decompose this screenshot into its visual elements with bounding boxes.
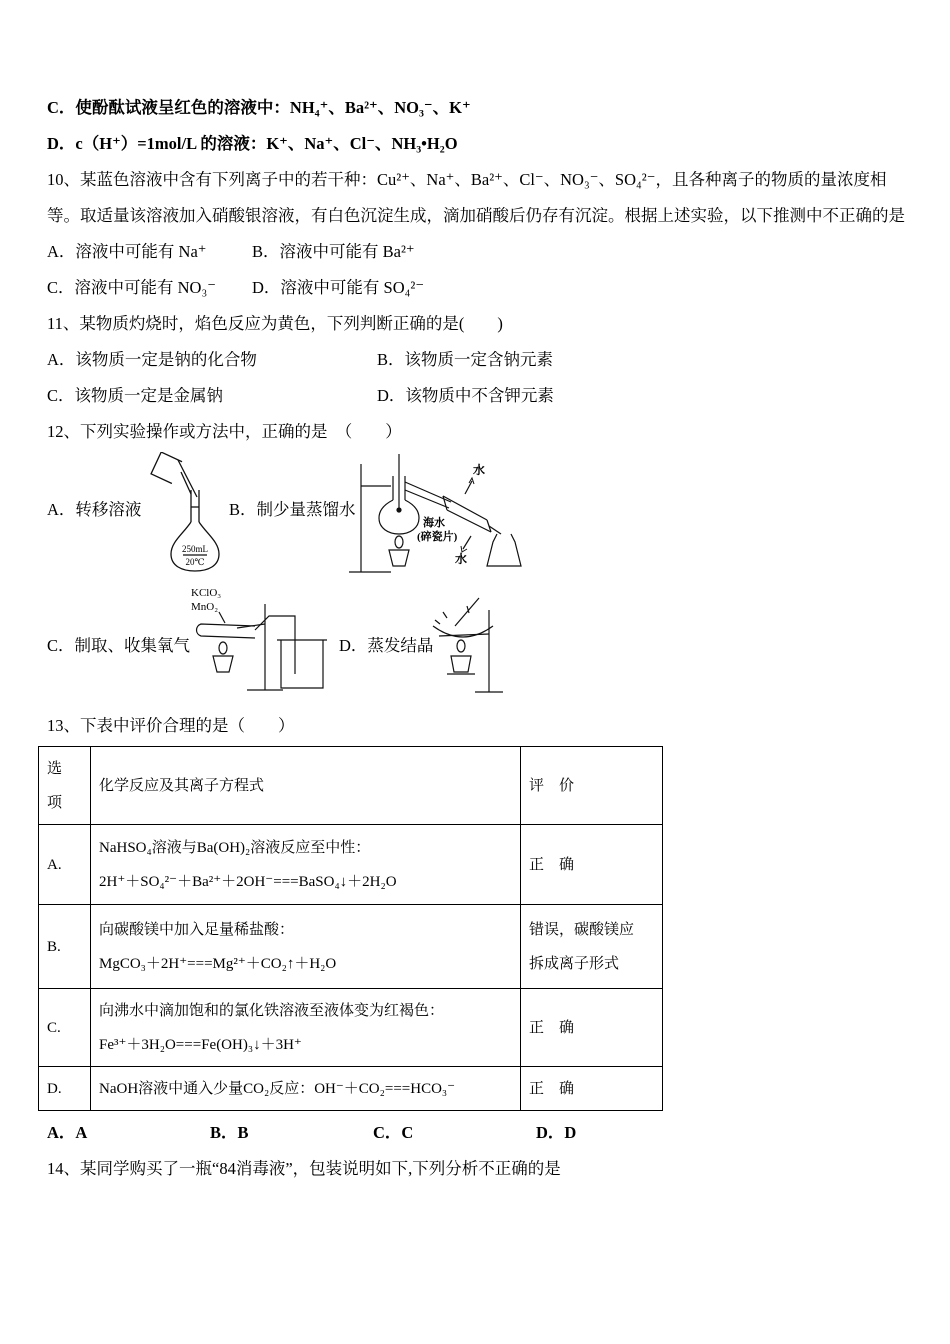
q12-option-d-label: D．蒸发结晶 — [339, 636, 434, 655]
table-row — [39, 825, 663, 905]
prev-option-c: C．使酚酞试液呈红色的溶液中：NH₄⁺、Ba²⁺、NO₃⁻、K⁺ — [47, 98, 471, 117]
transfer-solution-diagram — [137, 452, 232, 577]
q10-option-d: D．溶液中可能有 SO₄²⁻ — [252, 278, 425, 297]
table-row — [39, 989, 663, 1067]
q10-option-c: C．溶液中可能有 NO₃⁻ — [47, 278, 216, 297]
row-a-equation: 2H⁺＋SO₄²⁻＋Ba²⁺＋2OH⁻===BaSO₄↓＋2H₂O — [99, 873, 397, 890]
row-a-reaction: NaHSO₄溶液与Ba(OH)₂溶液反应至中性： — [99, 839, 371, 856]
row-b-evaluation-line2: 拆成离子形式 — [529, 955, 620, 972]
row-d-reaction: NaOH溶液中通入少量CO₂反应：OH⁻＋CO₂===HCO₃⁻ — [99, 1080, 456, 1097]
evaporation-diagram — [423, 596, 505, 702]
q12-diagram-row-2 — [47, 580, 905, 708]
q11-option-a: A．该物质一定是钠的化合物 — [47, 350, 257, 369]
q13-answer-d: D．D — [536, 1123, 577, 1142]
water-in-label: 水 — [473, 463, 486, 477]
flask-volume-label: 250mL — [182, 544, 208, 554]
q10-stem: 10、某蓝色溶液中含有下列离子中的若干种：Cu²⁺、Na⁺、Ba²⁺、Cl⁻、NO₃⁻、SO₄²⁻，且各种离子的物质的量浓度相等。取适量该溶液加入硝酸银溶液，有白色沉淀生成，滴加硝酸后仍存有沉淀。根据上述实验，以下推测中不正确的是 — [47, 170, 905, 225]
distillation-diagram — [347, 450, 527, 580]
q10-option-b: B．溶液中可能有 Ba²⁺ — [252, 242, 415, 261]
table-header-row — [39, 747, 663, 825]
q13-answer-a: A．A — [47, 1123, 88, 1142]
prev-option-d: D．c（H⁺）=1mol/L 的溶液：K⁺、Na⁺、Cl⁻、NH₃•H₂O — [47, 134, 458, 153]
header-evaluation-column: 评 价 — [529, 777, 575, 794]
q13-stem: 13、下表中评价合理的是（ ） — [47, 716, 295, 735]
q12-stem: 12、下列实验操作或方法中，正确的是 （ ） — [47, 422, 402, 441]
kclo3-label: KClO₃ — [191, 587, 222, 599]
q10-options-row2 — [47, 270, 905, 306]
q12-diagram-row-1 — [47, 450, 905, 580]
row-d-evaluation: 正 确 — [529, 1080, 575, 1097]
q11-options-row2 — [47, 378, 905, 414]
row-b-evaluation-line1: 错误，碳酸镁应 — [529, 921, 635, 938]
row-c-evaluation: 正 确 — [529, 1019, 575, 1036]
q13-evaluation-table — [38, 746, 663, 1111]
oxygen-preparation-diagram — [185, 582, 335, 705]
q11-options-row1 — [47, 342, 905, 378]
q11-option-b: B．该物质一定含钠元素 — [377, 350, 554, 369]
header-option-column: 选项 — [47, 760, 63, 811]
row-c-label: C. — [47, 1019, 61, 1036]
water-out-label: 水 — [455, 552, 468, 566]
row-d-label: D. — [47, 1080, 62, 1097]
row-c-equation: Fe³⁺＋3H₂O===Fe(OH)₃↓＋3H⁺ — [99, 1036, 302, 1053]
seawater-label-line2: (碎瓷片) — [417, 531, 458, 543]
q10-option-a: A．溶液中可能有 Na⁺ — [47, 242, 207, 261]
row-a-evaluation: 正 确 — [529, 856, 575, 873]
q11-option-d: D．该物质中不含钾元素 — [377, 386, 554, 405]
header-equation-column: 化学反应及其离子方程式 — [99, 777, 265, 794]
q12-option-a-label: A．转移溶液 — [47, 500, 142, 519]
seawater-label-line1: 海水 — [423, 517, 445, 529]
q13-answer-b: B．B — [210, 1123, 249, 1142]
row-c-reaction: 向沸水中滴加饱和的氯化铁溶液至液体变为红褐色： — [99, 1002, 445, 1019]
q10-options-row1 — [47, 234, 905, 270]
row-b-label: B. — [47, 938, 61, 955]
q12-option-c-label: C．制取、收集氧气 — [47, 636, 191, 655]
q12-option-b-label: B．制少量蒸馏水 — [229, 500, 356, 519]
q14-stem: 14、某同学购买了一瓶“84消毒液”，包装说明如下,下列分析不正确的是 — [47, 1159, 561, 1178]
q11-option-c: C．该物质一定是金属钠 — [47, 386, 224, 405]
table-row — [39, 905, 663, 989]
flask-temp-label: 20℃ — [185, 557, 205, 567]
row-b-equation: MgCO₃＋2H⁺===Mg²⁺＋CO₂↑＋H₂O — [99, 955, 337, 972]
row-a-label: A. — [47, 856, 62, 873]
row-b-reaction: 向碳酸镁中加入足量稀盐酸： — [99, 921, 295, 938]
q13-answer-c: C．C — [373, 1123, 414, 1142]
q13-answer-options — [47, 1115, 905, 1151]
q11-stem: 11、某物质灼烧时，焰色反应为黄色，下列判断正确的是( ) — [47, 314, 503, 333]
mno2-label: MnO₂ — [191, 601, 219, 613]
table-row — [39, 1067, 663, 1111]
